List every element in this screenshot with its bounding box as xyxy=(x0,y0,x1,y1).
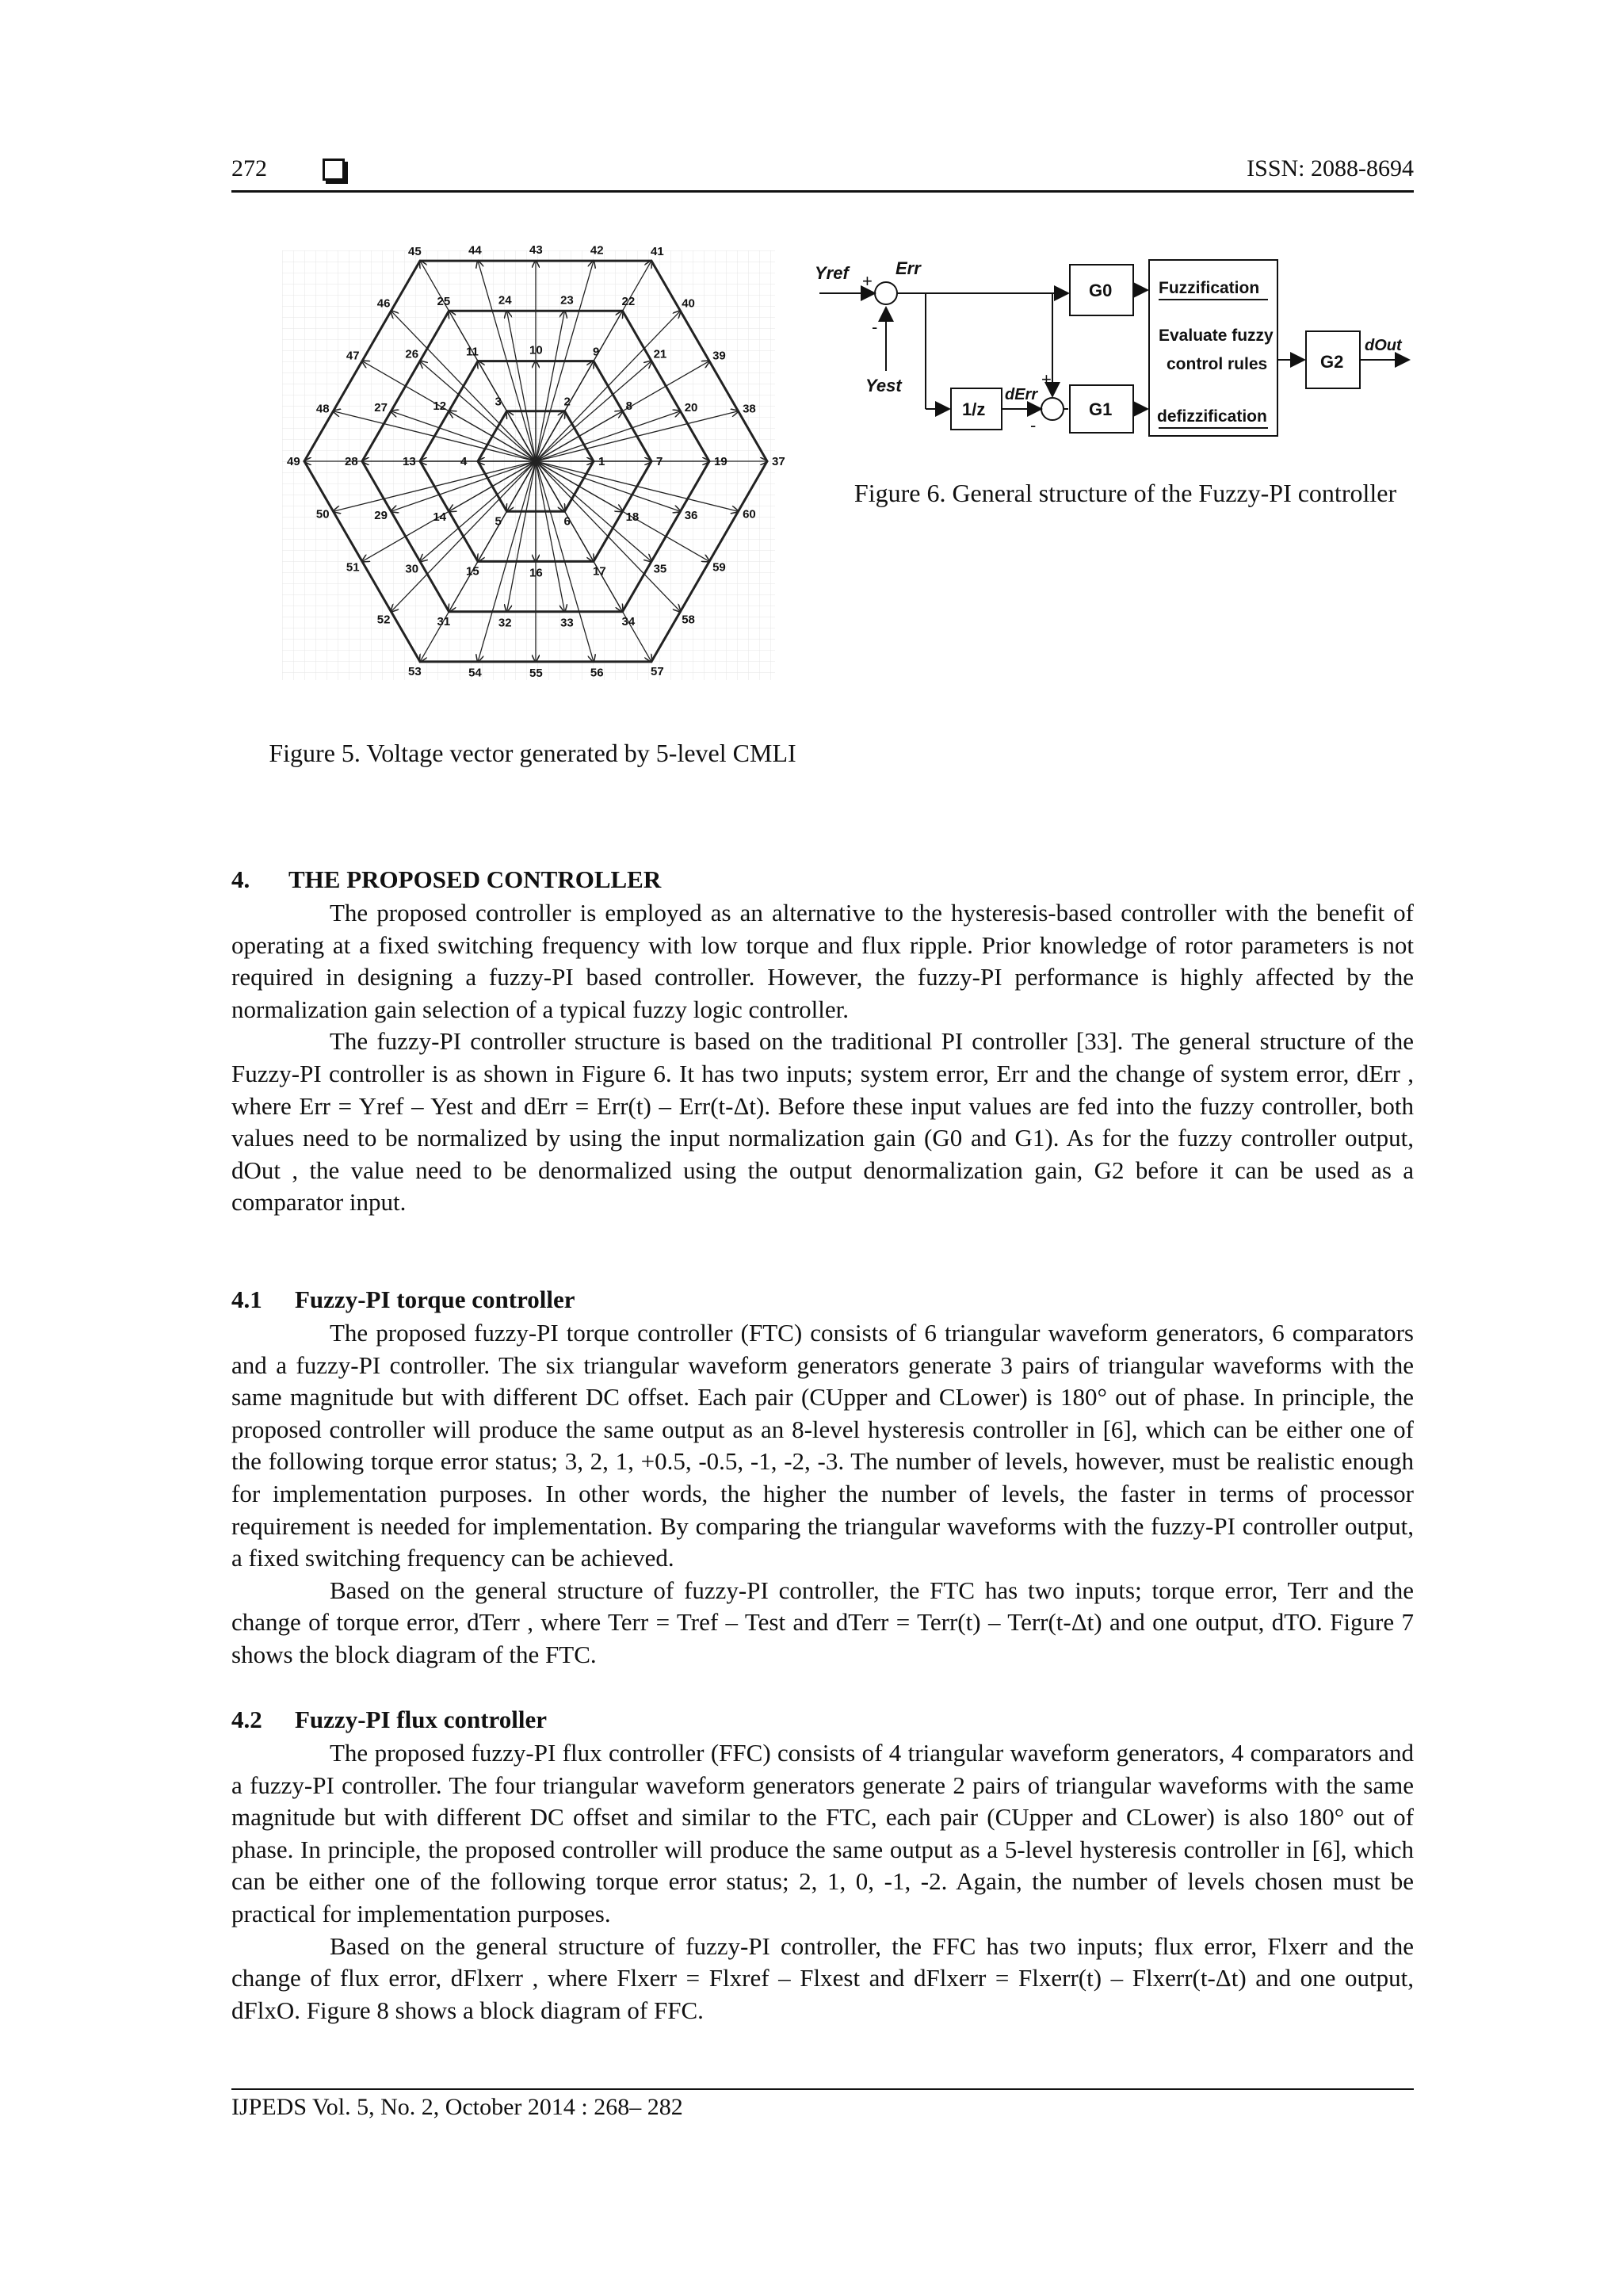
vector-label: 54 xyxy=(468,666,482,680)
vector-label: 46 xyxy=(376,296,391,311)
vector-label: 16 xyxy=(529,566,543,580)
vector-label: 6 xyxy=(563,514,571,529)
vector-label: 2 xyxy=(563,395,571,409)
section-4-number: 4. xyxy=(231,865,250,893)
figure-6-block-diagram xyxy=(807,252,1417,445)
paragraph: The proposed controller is employed as an alternative to the hysteresis-based controller with the benefit of operating at a fixed switching frequency with low torque and flux ripple. Prior knowledge of rotor parameters is not required in designing a fuzzy-PI based controller. However, the fuzzy-PI performance is highly affected by the normalization gain selection of a typical fuzzy logic controller. xyxy=(231,899,1414,1023)
vector-label: 7 xyxy=(656,455,663,468)
vector-label: 25 xyxy=(437,295,451,309)
vector-label: 12 xyxy=(433,399,447,413)
vector-label: 57 xyxy=(651,665,664,678)
vector-label: 49 xyxy=(287,455,300,468)
minus-sign-derr: - xyxy=(1030,415,1037,435)
vector-label: 4 xyxy=(460,455,468,468)
vector-label: 42 xyxy=(590,243,604,258)
g0-label: G0 xyxy=(1089,281,1113,300)
issn: ISSN: 2088-8694 xyxy=(1247,155,1414,181)
vector-label: 35 xyxy=(653,562,667,576)
vector-label: 37 xyxy=(772,455,785,468)
vector-label: 24 xyxy=(498,293,512,308)
vector-label: 27 xyxy=(374,401,388,415)
page-header xyxy=(231,155,1414,190)
vector-label: 22 xyxy=(621,295,636,309)
vector-label: 8 xyxy=(625,399,632,413)
paragraph: The proposed fuzzy-PI torque controller (FTC) consists of 6 triangular waveform generators, 6 comparators and a fuzzy-PI controller. The six triangular waveform generators generate 3 pairs of triangular waveforms with the same magnitude but with different DC offset. Each pair (CUpper and CLower) is 180° out of phase. In principle, the proposed controller will produce the same output as an 8-level hysteresis controller in [6], which can be either one of the following torque error status; 3, 2, 1, +0.5, -0.5, -1, -2, -3. The number of levels, however, must be realistic enough for implementation purposes. In other words, the higher the number of levels, the faster in terms of processor requirement is needed for implementation. By comparing the triangular waveforms with the fuzzy-PI controller output, a fixed switching frequency can be achieved. xyxy=(231,1319,1414,1572)
yref-label: Yref xyxy=(815,263,849,283)
yest-label: Yest xyxy=(865,376,902,395)
g2-label: G2 xyxy=(1320,352,1344,372)
vector-label: 29 xyxy=(374,508,388,522)
vector-label: 34 xyxy=(621,614,636,628)
vector-label: 38 xyxy=(743,402,756,416)
vector-label: 14 xyxy=(433,510,447,525)
figure-5-caption: Figure 5. Voltage vector generated by 5-level CMLI xyxy=(269,739,796,767)
square-bullet-icon xyxy=(323,159,345,181)
section-4-2-number: 4.2 xyxy=(231,1706,262,1733)
paragraph: Based on the general structure of fuzzy-PI controller, the FFC has two inputs; flux error, Flxerr and the change of flux error, dFlxerr , where Flxerr = Flxref – Flxest and dFlxerr = Flxerr(t) – Flxerr(t-Δt) and one output, dFlxO. Figure 8 shows a block diagram of FFC. xyxy=(231,1931,1414,2024)
section-4-body xyxy=(231,897,1414,1219)
figure-5-vector-diagram xyxy=(282,243,785,680)
vector-label: 44 xyxy=(468,243,482,258)
section-4-1-title: Fuzzy-PI torque controller xyxy=(295,1286,575,1313)
vector-label: 39 xyxy=(712,349,726,363)
section-4-1-number: 4.1 xyxy=(231,1286,262,1313)
figure-6-caption: Figure 6. General structure of the Fuzzy-PI controller xyxy=(854,479,1397,507)
vector-label: 1 xyxy=(598,455,605,468)
vector-label: 52 xyxy=(376,613,391,627)
vector-label: 17 xyxy=(593,564,606,579)
vector-label: 21 xyxy=(653,347,667,361)
vector-label: 3 xyxy=(495,395,502,409)
paragraph: The proposed fuzzy-PI flux controller (FFC) consists of 4 triangular waveform generators, 4 comparators and a fuzzy-PI controller. The four triangular waveform generators generate 2 pairs of triangular waveforms with the same magnitude but with different DC offset and similar to the FTC, each pair (CUpper and CLower) is also 180° out of phase. In principle, the proposed controller will produce the same output as a 5-level hysteresis controller in [6], which can be either one of the following torque error status; 2, 1, 0, -1, -2. Again, the number of levels chosen must be practical for implementation purposes. xyxy=(231,1739,1414,1927)
vector-label: 32 xyxy=(498,616,512,630)
paragraph: Based on the general structure of fuzzy-PI controller, the FTC has two inputs; torque error, Terr and the change of torque error, dTerr , where Terr = Tref – Test and dTerr = Terr(t) – Terr(t-Δt) and one output, dTO. Figure 7 shows the block diagram of the FTC. xyxy=(231,1576,1414,1668)
plus-sign-derr: + xyxy=(1041,369,1052,389)
vector-label: 19 xyxy=(714,455,727,468)
vector-label: 48 xyxy=(315,402,330,416)
vector-label: 43 xyxy=(529,243,543,258)
vector-label: 53 xyxy=(408,665,422,678)
section-4-1-body xyxy=(231,1317,1414,1671)
vector-label: 33 xyxy=(560,616,574,630)
vector-label: 36 xyxy=(684,508,698,522)
vector-label: 58 xyxy=(682,613,695,627)
vector-label: 23 xyxy=(560,293,574,308)
section-4-2-title: Fuzzy-PI flux controller xyxy=(295,1706,547,1733)
vector-label: 41 xyxy=(651,245,664,258)
vector-label: 15 xyxy=(466,564,479,579)
vector-label: 20 xyxy=(684,401,698,415)
header-rule xyxy=(231,190,1414,193)
vector-label: 60 xyxy=(743,507,756,521)
vector-label: 56 xyxy=(590,666,604,680)
page-footer: IJPEDS Vol. 5, No. 2, October 2014 : 268– 282 xyxy=(231,2094,683,2120)
vector-label: 40 xyxy=(682,296,695,311)
delay-label: 1/z xyxy=(962,399,986,419)
derr-label: dErr xyxy=(1005,386,1038,403)
vector-label: 50 xyxy=(315,507,330,521)
vector-label: 45 xyxy=(408,245,422,258)
vector-label: 13 xyxy=(403,455,416,468)
paragraph: The fuzzy-PI controller structure is based on the traditional PI controller [33]. The general structure of the Fuzzy-PI controller is as shown in Figure 6. It has two inputs; system error, Err and the change of system error, dErr , where Err = Yref – Yest and dErr = Err(t) – Err(t-Δt). Before these input values are fed into the fuzzy controller, both values need to be normalized by using the input normalization gain (G0 and G1). As for the fuzzy controller output, dOut , the value need to be denormalized using the output denormalization gain, G2 before it can be used as a comparator input. xyxy=(231,1027,1414,1217)
vector-label: 30 xyxy=(405,562,419,576)
vector-label: 5 xyxy=(495,514,502,529)
defuzzification-label: defizzification xyxy=(1157,407,1267,426)
page-number: 272 xyxy=(231,155,267,181)
g1-label: G1 xyxy=(1089,399,1113,419)
vector-label: 59 xyxy=(712,560,726,575)
control-rules-label: control rules xyxy=(1167,355,1268,373)
section-4-2-heading xyxy=(231,1706,547,1734)
vector-label: 51 xyxy=(346,560,360,575)
plus-sign-ref: + xyxy=(862,271,873,291)
footer-rule xyxy=(231,2088,1414,2090)
vector-label: 31 xyxy=(437,614,451,628)
vector-label: 18 xyxy=(625,510,640,525)
vector-label: 10 xyxy=(529,343,543,357)
section-4-2-body xyxy=(231,1737,1414,2027)
vector-label: 11 xyxy=(466,345,479,359)
vector-label: 55 xyxy=(529,666,543,680)
section-4-heading xyxy=(231,865,661,894)
vector-label: 28 xyxy=(345,455,358,468)
dout-label: dOut xyxy=(1365,337,1402,354)
fuzzification-label: Fuzzification xyxy=(1159,279,1260,297)
err-label: Err xyxy=(896,258,921,278)
minus-sign-est: - xyxy=(872,317,878,337)
vector-label: 26 xyxy=(405,347,419,361)
evaluate-fuzzy-label: Evaluate fuzzy xyxy=(1159,327,1274,345)
vector-label: 47 xyxy=(346,349,360,363)
section-4-1-heading xyxy=(231,1286,575,1314)
vector-label: 9 xyxy=(593,345,600,359)
section-4-title: THE PROPOSED CONTROLLER xyxy=(288,865,662,893)
